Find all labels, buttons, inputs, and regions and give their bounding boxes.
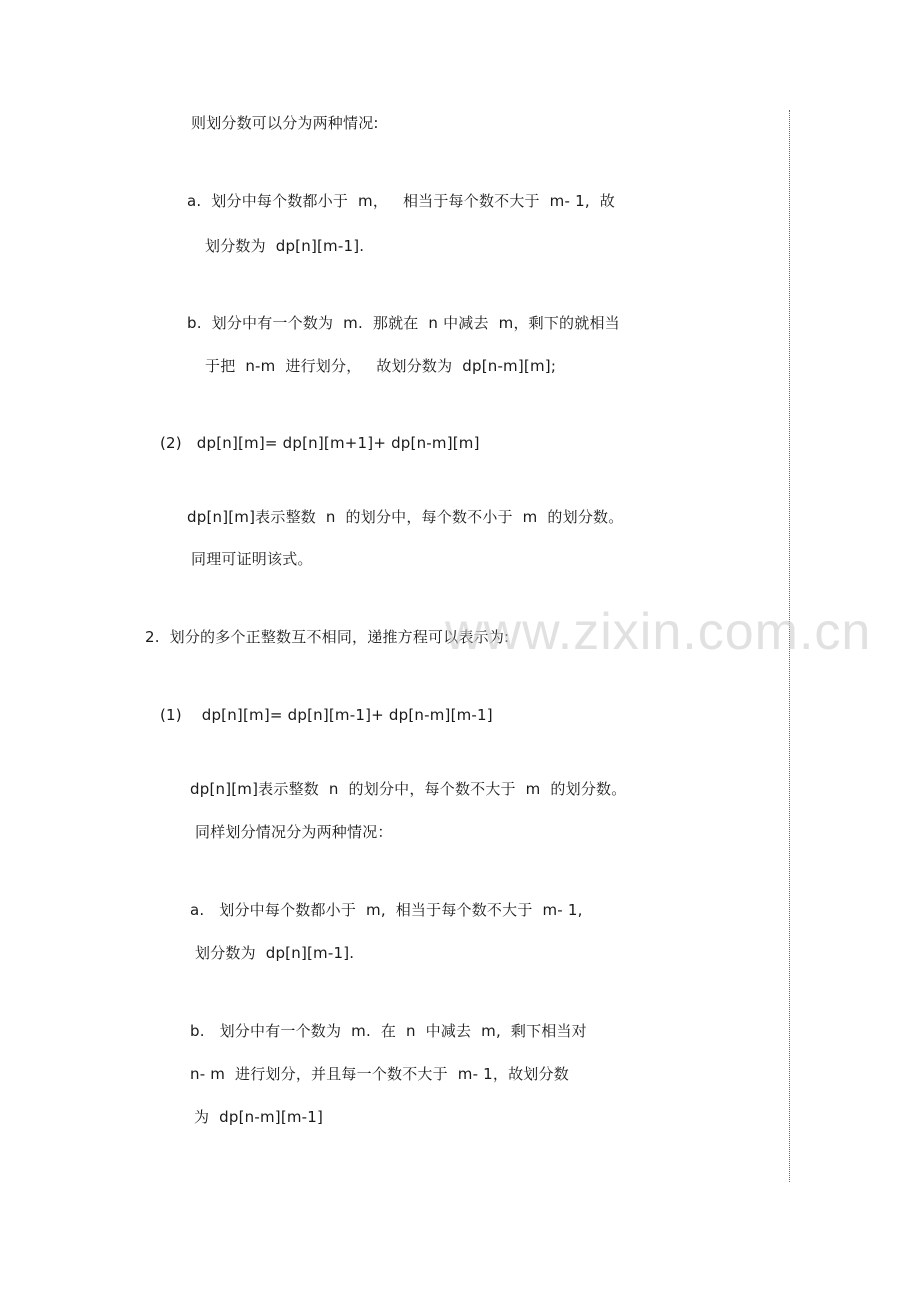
text-line-15: b. 划分中有一个数为 m. 在 n 中减去 m, 剩下相当对 <box>190 1022 587 1040</box>
text-line-4: b. 划分中有一个数为 m. 那就在 n 中减去 m，剩下的就相当 <box>187 314 620 332</box>
text-line-9: 2. 划分的多个正整数互不相同，递推方程可以表示为: <box>145 628 510 646</box>
text-line-16: n- m 进行划分，并且每一个数不大于 m- 1，故划分数 <box>190 1065 569 1083</box>
text-line-7: dp[n][m]表示整数 n 的划分中，每个数不小于 m 的划分数。 <box>187 508 624 526</box>
text-line-1: 则划分数可以分为两种情况: <box>191 114 379 132</box>
text-line-12: 同样划分情况分为两种情况： <box>195 823 393 841</box>
text-line-3: 划分数为 dp[n][m-1]. <box>205 237 365 255</box>
text-line-14: 划分数为 dp[n][m-1]. <box>195 944 355 962</box>
text-line-13: a. 划分中每个数都小于 m, 相当于每个数不大于 m- 1, <box>190 901 583 919</box>
text-line-5: 于把 n-m 进行划分， 故划分数为 dp[n-m][m]; <box>205 357 557 375</box>
watermark: www.zixin.com.cn <box>445 603 872 661</box>
text-line-11: dp[n][m]表示整数 n 的划分中，每个数不大于 m 的划分数。 <box>190 780 627 798</box>
text-line-10: (1) dp[n][m]= dp[n][m-1]+ dp[n-m][m-1] <box>160 706 493 724</box>
text-line-6: (2) dp[n][m]= dp[n][m+1]+ dp[n-m][m] <box>160 434 480 452</box>
text-line-8: 同理可证明该式。 <box>191 550 313 568</box>
text-line-2: a. 划分中每个数都小于 m， 相当于每个数不大于 m- 1, 故 <box>187 192 615 210</box>
text-line-17: 为 dp[n-m][m-1] <box>194 1108 324 1126</box>
